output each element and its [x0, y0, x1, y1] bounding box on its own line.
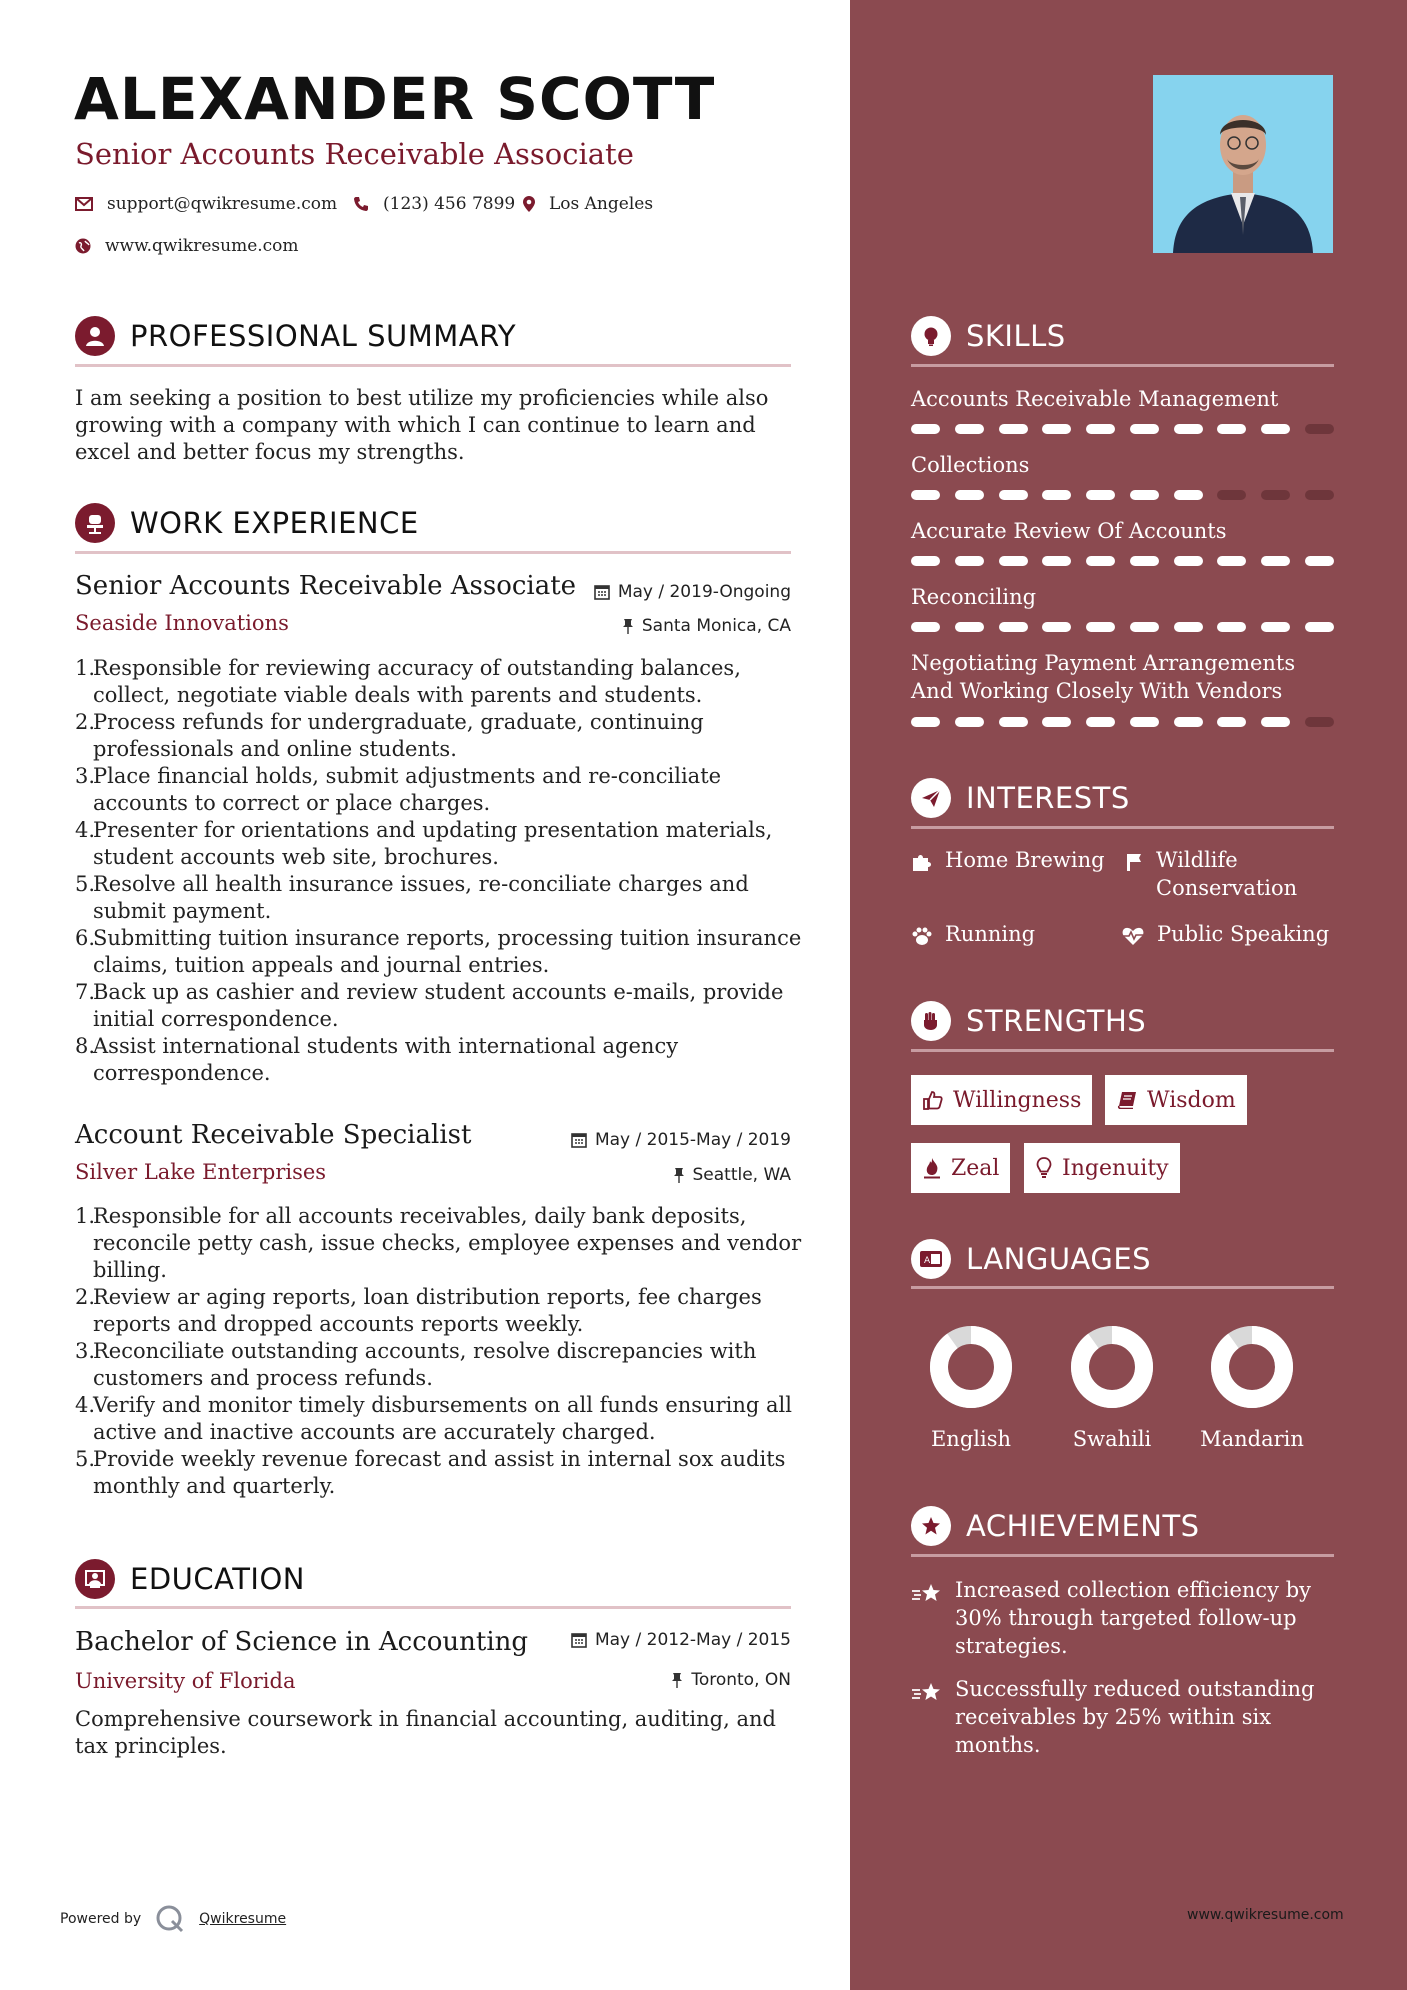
skill-dot — [955, 490, 984, 500]
languages-header — [911, 1239, 1151, 1279]
skill-dot — [1305, 556, 1334, 566]
skill-dot — [1261, 424, 1290, 434]
skill-dot — [1174, 717, 1203, 727]
skill-dot — [1174, 622, 1203, 632]
skill-name: Negotiating Payment Arrangements And Working Closely With Vendors — [911, 651, 1296, 703]
star-badge-icon — [911, 1506, 951, 1546]
footer-powered — [60, 1904, 286, 1934]
phone-icon — [353, 196, 369, 212]
summary-divider — [75, 364, 791, 367]
education-header — [75, 1559, 305, 1599]
degree-title: Bachelor of Science in Accounting — [75, 1627, 529, 1657]
school-name: University of Florida — [75, 1669, 296, 1693]
skill-dot — [999, 622, 1028, 632]
list-item: Reconciliate outstanding accounts, resolve discrepancies with customers and process refunds. — [93, 1339, 757, 1390]
company-name: Silver Lake Enterprises — [75, 1160, 327, 1184]
brand-link[interactable]: Qwikresume — [199, 1911, 287, 1927]
skill-level-bar — [911, 717, 1334, 727]
strengths-header — [911, 1001, 1146, 1041]
skills-divider — [911, 364, 1334, 367]
skill-dot — [1130, 622, 1159, 632]
job-responsibilities — [75, 1203, 813, 1500]
skill-dot — [911, 717, 940, 727]
skill-dot — [1305, 490, 1334, 500]
languages-heading: LANGUAGES — [966, 1242, 1152, 1276]
strength-chip: Zeal — [911, 1143, 1010, 1193]
skill-level-bar — [911, 424, 1334, 434]
user-icon — [75, 316, 115, 356]
translate-icon — [911, 1239, 951, 1279]
skill-dot — [1261, 622, 1290, 632]
location-text: Los Angeles — [549, 194, 654, 214]
skill-dot — [1042, 622, 1071, 632]
fist-icon — [911, 1001, 951, 1041]
graduation-icon — [75, 1559, 115, 1599]
strengths-heading: STRENGTHS — [966, 1004, 1147, 1038]
list-item: Assist international students with international agency correspondence. — [93, 1034, 679, 1085]
skill-dot — [1174, 490, 1203, 500]
job-title: Senior Accounts Receivable Associate — [75, 571, 577, 601]
skill-dot — [955, 622, 984, 632]
footer-url[interactable]: www.qwikresume.com — [1187, 1907, 1344, 1923]
skill-dot — [1217, 490, 1246, 500]
email-text: support@qwikresume.com — [107, 194, 338, 214]
skill-name: Accounts Receivable Management — [911, 387, 1279, 411]
job-dates: May / 2015-May / 2019 — [571, 1130, 791, 1150]
list-item: Place financial holds, submit adjustments and re-conciliate accounts to correct or place charges. — [93, 764, 722, 815]
skill-dot — [955, 556, 984, 566]
list-item: Presenter for orientations and updating presentation materials, student accounts web site, brochures. — [93, 818, 773, 869]
skill-dot — [1217, 717, 1246, 727]
achievements-heading: ACHIEVEMENTS — [966, 1509, 1200, 1543]
list-item: Responsible for all accounts receivables, daily bank deposits, reconcile petty cash, issue checks, employee expenses and vendor billing. — [93, 1204, 802, 1282]
language-name: English — [930, 1427, 1012, 1451]
skill-dot — [1174, 556, 1203, 566]
skill-dot — [1042, 490, 1071, 500]
svg-text:A: A — [924, 1256, 931, 1266]
experience-heading: WORK EXPERIENCE — [130, 506, 419, 540]
summary-heading: PROFESSIONAL SUMMARY — [130, 319, 517, 353]
skill-dot — [999, 556, 1028, 566]
skills-heading: SKILLS — [966, 319, 1066, 353]
calendar-icon — [571, 1132, 587, 1148]
interests-divider — [911, 826, 1334, 829]
education-dates: May / 2012-May / 2015 — [571, 1630, 791, 1650]
skill-dot — [911, 424, 940, 434]
list-item: Responsible for reviewing accuracy of outstanding balances, collect, negotiate viable deals with parents and students. — [93, 656, 741, 707]
strengths-divider — [911, 1049, 1334, 1052]
skill-dot — [1130, 424, 1159, 434]
qwikresume-logo-icon — [155, 1904, 185, 1934]
achievement-item: Increased collection efficiency by 30% through targeted follow-up strategies. — [911, 1576, 1321, 1660]
phone-text: (123) 456 7899 — [383, 194, 516, 214]
contact-email[interactable] — [75, 194, 337, 214]
pushpin-icon — [673, 1167, 685, 1183]
skill-dot — [955, 424, 984, 434]
shooting-star-icon — [911, 1582, 943, 1606]
website-text: www.qwikresume.com — [105, 236, 299, 256]
list-item: Provide weekly revenue forecast and assist in internal sox audits monthly and quarterly. — [93, 1447, 786, 1498]
languages-divider — [911, 1286, 1334, 1289]
language-item — [1067, 1322, 1157, 1416]
skill-dot — [1130, 490, 1159, 500]
powered-by-label: Powered by — [60, 1911, 142, 1927]
interest-item: Running — [911, 920, 1035, 948]
language-name: Mandarin — [1200, 1427, 1304, 1451]
summary-text: I am seeking a position to best utilize my proficiencies while also growing with a company with which I can continue to learn and excel and better focus my strengths. — [75, 386, 769, 464]
calendar-icon — [571, 1632, 587, 1648]
puzzle-icon — [911, 852, 933, 872]
paper-plane-icon — [911, 778, 951, 818]
skill-level-bar — [911, 490, 1334, 500]
achievements-header — [911, 1506, 1200, 1546]
envelope-icon — [75, 197, 93, 211]
fire-icon — [923, 1157, 941, 1179]
job-location: Santa Monica, CA — [622, 616, 791, 636]
language-donut — [1207, 1322, 1297, 1412]
education-divider — [75, 1606, 791, 1609]
skill-dot — [911, 556, 940, 566]
candidate-title: Senior Accounts Receivable Associate — [75, 137, 634, 171]
skill-dot — [1261, 490, 1290, 500]
skill-level-bar — [911, 556, 1334, 566]
skill-name: Accurate Review Of Accounts — [911, 519, 1227, 543]
skill-dot — [1305, 424, 1334, 434]
interests-heading: INTERESTS — [966, 781, 1130, 815]
skill-dot — [1217, 622, 1246, 632]
interest-item: Wildlife Conservation — [1124, 846, 1324, 902]
heartbeat-icon — [1121, 926, 1145, 946]
skill-level-bar — [911, 622, 1334, 632]
language-name: Swahili — [1072, 1427, 1152, 1451]
candidate-name: ALEXANDER SCOTT — [74, 65, 716, 133]
job-responsibilities — [75, 655, 813, 1087]
skill-dot — [1042, 717, 1071, 727]
skill-dot — [1217, 556, 1246, 566]
experience-header — [75, 503, 419, 543]
book-icon — [1117, 1091, 1137, 1109]
skill-dot — [911, 490, 940, 500]
company-name: Seaside Innovations — [75, 611, 289, 635]
lightbulb-icon — [911, 316, 951, 356]
skill-dot — [1174, 424, 1203, 434]
education-description: Comprehensive coursework in financial accounting, auditing, and tax principles. — [75, 1707, 776, 1758]
skill-dot — [1130, 556, 1159, 566]
language-level-arc — [1080, 1335, 1144, 1399]
language-item — [926, 1322, 1016, 1416]
skill-dot — [1086, 490, 1115, 500]
thumbs-up-icon — [923, 1090, 943, 1110]
briefcase-icon — [75, 503, 115, 543]
skill-dot — [1042, 424, 1071, 434]
skill-dot — [999, 717, 1028, 727]
interests-header — [911, 778, 1130, 818]
achievement-item: Successfully reduced outstanding receivables by 25% within six months. — [911, 1675, 1321, 1759]
contact-phone[interactable] — [353, 194, 515, 214]
skill-dot — [1261, 717, 1290, 727]
job-title: Account Receivable Specialist — [75, 1120, 472, 1150]
skill-dot — [1086, 717, 1115, 727]
list-item: Submitting tuition insurance reports, processing tuition insurance claims, tuition appeals and journal entries. — [93, 926, 802, 977]
language-level-arc — [1220, 1335, 1284, 1399]
language-donut — [926, 1322, 1016, 1412]
skills-header — [911, 316, 1066, 356]
skill-dot — [999, 490, 1028, 500]
globe-icon — [75, 238, 91, 254]
list-item: Back up as cashier and review student accounts e-mails, provide initial correspondence. — [93, 980, 784, 1031]
summary-header — [75, 316, 516, 356]
achievements-divider — [911, 1554, 1334, 1557]
skill-dot — [955, 717, 984, 727]
calendar-icon — [594, 584, 610, 600]
skill-dot — [1261, 556, 1290, 566]
skill-dot — [1042, 556, 1071, 566]
profile-photo — [1153, 75, 1333, 253]
strength-chip: Willingness — [911, 1075, 1092, 1125]
pushpin-icon — [671, 1672, 683, 1688]
map-pin-icon — [523, 196, 535, 212]
skill-dot — [1086, 424, 1115, 434]
language-donut — [1067, 1322, 1157, 1412]
interest-item: Public Speaking — [1121, 920, 1329, 948]
list-item: Verify and monitor timely disbursements on all funds ensuring all active and inactive accounts are accurately charged. — [93, 1393, 792, 1444]
experience-divider — [75, 551, 791, 554]
lightbulb-outline-icon — [1036, 1157, 1052, 1179]
paw-icon — [911, 926, 933, 946]
education-location: Toronto, ON — [671, 1670, 791, 1690]
job-location: Seattle, WA — [673, 1165, 792, 1185]
strength-chip: Wisdom — [1105, 1075, 1247, 1125]
strength-chip: Ingenuity — [1024, 1143, 1180, 1193]
contact-location — [523, 194, 653, 214]
skill-dot — [1086, 622, 1115, 632]
job-dates: May / 2019-Ongoing — [594, 582, 791, 602]
skill-name: Reconciling — [911, 585, 1037, 609]
shooting-star-icon — [911, 1681, 943, 1705]
flag-icon — [1124, 852, 1144, 872]
language-item — [1207, 1322, 1297, 1416]
list-item: Resolve all health insurance issues, re-conciliate charges and submit payment. — [93, 872, 749, 923]
skill-dot — [1130, 717, 1159, 727]
education-heading: EDUCATION — [130, 1562, 306, 1596]
interest-item: Home Brewing — [911, 846, 1105, 874]
skill-dot — [1086, 556, 1115, 566]
pushpin-icon — [622, 618, 634, 634]
skill-dot — [1305, 622, 1334, 632]
contact-website[interactable] — [75, 236, 299, 256]
list-item: Process refunds for undergraduate, graduate, continuing professionals and online students. — [93, 710, 704, 761]
skill-name: Collections — [911, 453, 1030, 477]
list-item: Review ar aging reports, loan distribution reports, fee charges reports and dropped accounts reports weekly. — [93, 1285, 762, 1336]
skill-dot — [911, 622, 940, 632]
language-level-arc — [939, 1335, 1003, 1399]
skill-dot — [999, 424, 1028, 434]
skill-dot — [1305, 717, 1334, 727]
skill-dot — [1217, 424, 1246, 434]
